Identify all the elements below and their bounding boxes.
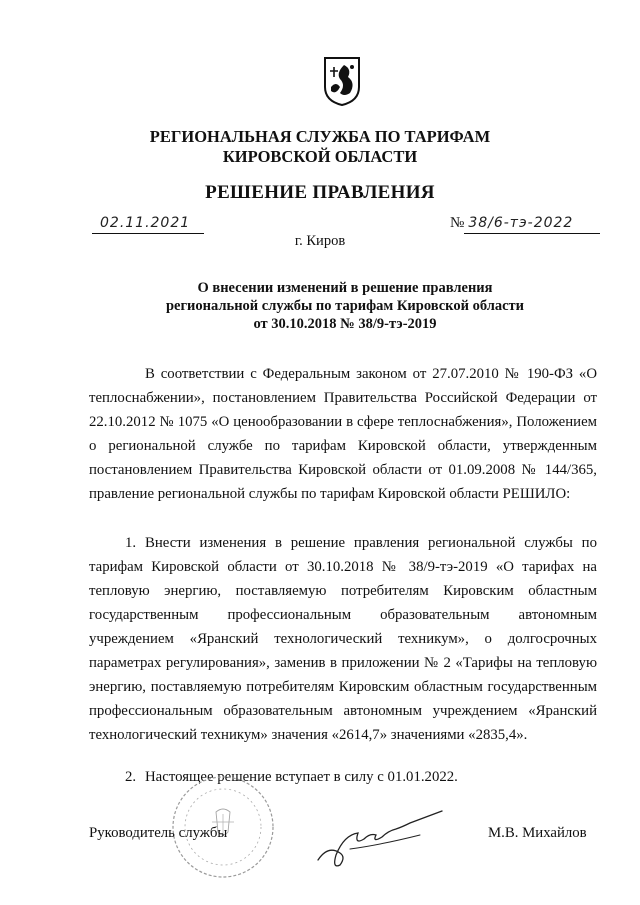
subject-line-3: от 30.10.2018 № 38/9-тэ-2019 [253, 316, 437, 332]
number-sign: № [450, 215, 465, 231]
item-1-text: Внести изменения в решение правления региональной службы по тарифам Кировской области от 30.10.2018 № 38/9-тэ-2019 «О тарифах на тепловую энергию, поставляемую потребителям Кировским областным государственным профессиональным образовательным автономным учреждением «Яранский технологический техникум», о долгосрочных параметрах регулирования», заменив в приложении № 2 «Тарифы на тепловую энергию, поставляемую потребителям Кировским областным государственным профессиональным образовательным автономным учреждением «Яранский технологический техникум» значения «2614,7» значениями «2835,4». [89, 535, 597, 743]
date-field [100, 214, 200, 232]
handwritten-signature [310, 805, 450, 875]
coat-of-arms-emblem [322, 55, 362, 107]
subject-line-1: О внесении изменений в решение правления [197, 280, 493, 296]
organization-name-line-1: РЕГИОНАЛЬНАЯ СЛУЖБА ПО ТАРИФАМ [149, 127, 491, 146]
subject-block [150, 279, 540, 333]
city: г. Киров [294, 233, 346, 249]
handwritten-date: 02.11.2021 [100, 215, 191, 231]
preamble-paragraph: В соответствии с Федеральным законом от 27.07.2010 № 190-ФЗ «О теплоснабжении», постановлением Правительства Российской Федерации от 22.10.2012 № 1075 «О ценообразовании в сфере теплоснабжения», Положением о региональной службе по тарифам Кировской области, утвержденным постановлением Правительства Кировской области от 01.09.2008 № 144/365, правление региональной службы по тарифам Кировской области РЕШИЛО: [89, 366, 597, 502]
signatory-name: М.В. Михайлов [488, 825, 587, 841]
organization-name-line-2: КИРОВСКОЙ ОБЛАСТИ [222, 147, 418, 166]
subject-line-2: региональной службы по тарифам Кировской области [165, 298, 525, 314]
signatory-position: Руководитель службы [89, 825, 228, 841]
item-1-number: 1. [125, 535, 137, 551]
handwritten-number: 38/6-тэ-2022 [468, 215, 574, 231]
item-1-paragraph [89, 531, 597, 747]
item-2-paragraph [89, 765, 597, 789]
item-2-text: Настоящее решение вступает в силу с 01.01.2022. [145, 769, 458, 785]
item-2-number: 2. [125, 769, 137, 785]
document-type-title: РЕШЕНИЕ ПРАВЛЕНИЯ [205, 182, 435, 203]
number-field [450, 214, 600, 232]
